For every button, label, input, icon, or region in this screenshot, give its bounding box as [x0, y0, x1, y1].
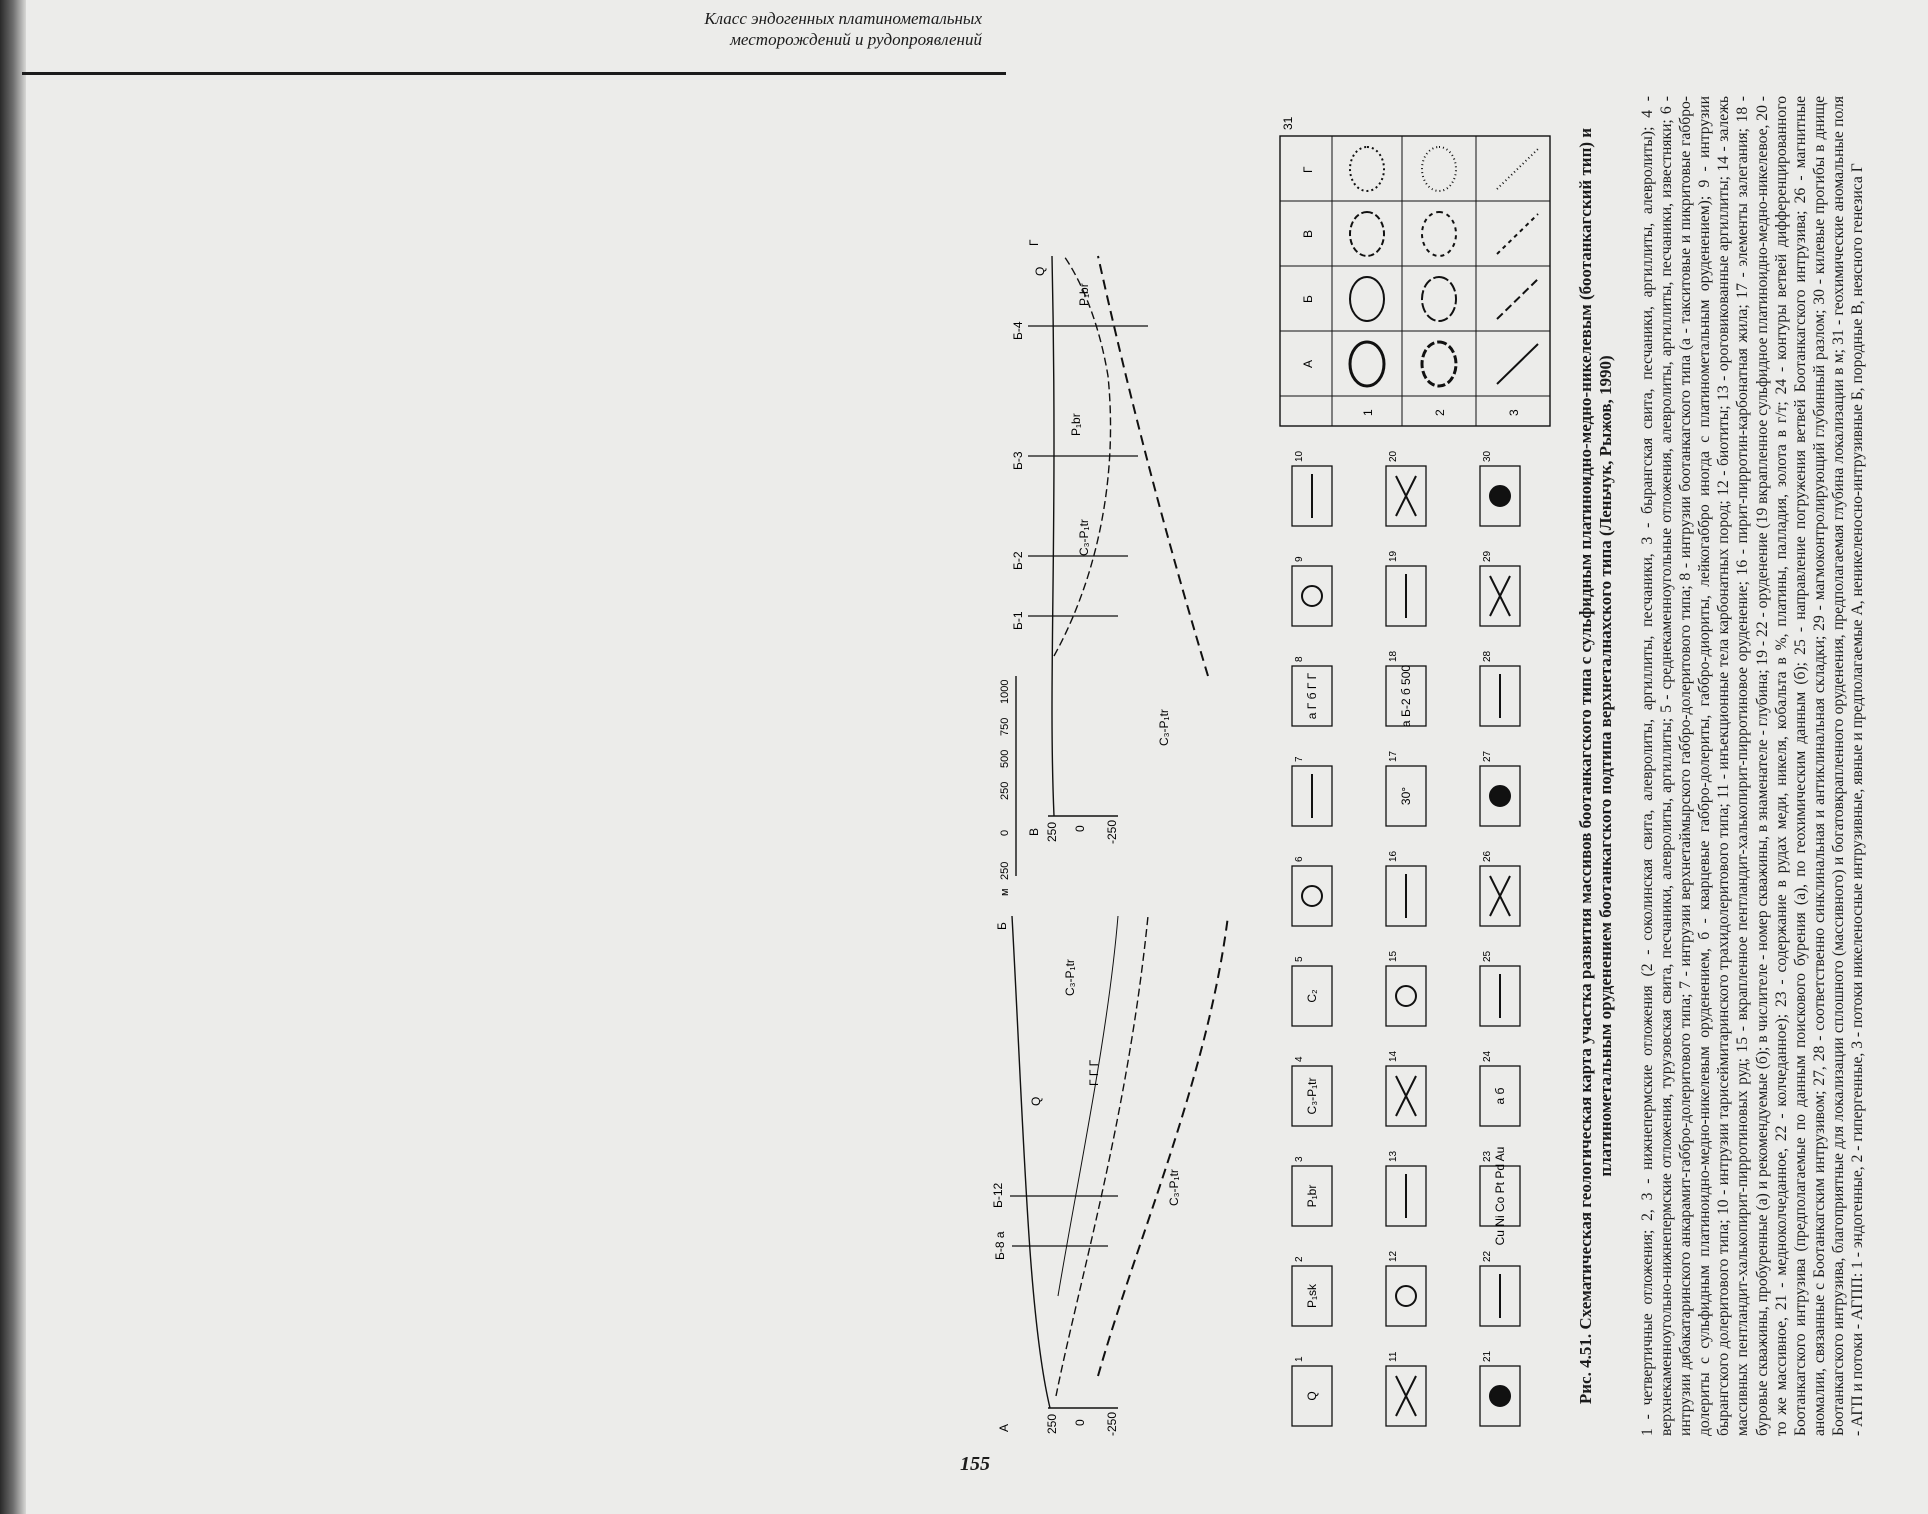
legend-number: 4: [1294, 1056, 1305, 1062]
well-label-b1: Б-1: [1011, 611, 1025, 630]
scale-bar: [999, 676, 1016, 896]
profile-end-v: В: [1027, 827, 1041, 836]
y-tick-m250-left: -250: [1105, 1411, 1119, 1436]
legend-item-22: [1480, 1250, 1520, 1326]
legend-number: 2: [1294, 1256, 1305, 1262]
legend-item-12: [1386, 1250, 1426, 1326]
y-tick-0-left: 0: [1073, 1419, 1087, 1426]
legend-item-9: [1292, 556, 1332, 626]
legend-number: 30: [1482, 450, 1493, 462]
y-tick-m250-right: -250: [1105, 819, 1119, 844]
legend-number: 17: [1388, 750, 1399, 762]
legend-number: 21: [1482, 1350, 1493, 1362]
legend-item-28: [1480, 650, 1520, 726]
legend-number: 7: [1294, 756, 1305, 762]
y-tick-250-right: 250: [1045, 821, 1059, 842]
scale-unit: м: [999, 888, 1011, 896]
legend-symbol-glyph: [1490, 576, 1510, 616]
scale-tick-1000: 1000: [999, 679, 1011, 704]
legend-number: 18: [1388, 650, 1399, 662]
running-header: [462, 8, 982, 50]
legend-symbol-label: Q: [1305, 1391, 1319, 1401]
legend-item-20: [1386, 450, 1426, 526]
legend-number: 13: [1388, 1150, 1399, 1162]
legend-number: 8: [1294, 656, 1305, 662]
legend-symbol-label: а Г б Г Г: [1305, 672, 1319, 720]
legend-item-21: [1480, 1350, 1520, 1426]
scale-tick-250a: 250: [999, 861, 1011, 880]
fault-line-right: [1098, 256, 1208, 676]
anomaly-g1: [1350, 147, 1384, 191]
unit-label-c3p1tr-left-1: С₃-P₁tr: [1167, 1169, 1181, 1206]
profile-end-g: Г: [1027, 239, 1041, 246]
legend-item-23: [1480, 1147, 1520, 1246]
legend-item-10: [1292, 450, 1332, 526]
legend-item-25: [1480, 950, 1520, 1026]
ground-surface-left: [1012, 916, 1050, 1408]
ground-surface-right: [1052, 256, 1054, 816]
y-tick-0-right: 0: [1073, 825, 1087, 832]
legend-item-7: [1292, 756, 1332, 826]
legend-symbol-glyph: [1396, 1376, 1416, 1416]
legend-number: 15: [1388, 950, 1399, 962]
unit-label-p1br-right-2: P₁br: [1077, 283, 1091, 306]
legend-symbol-box: [1386, 966, 1426, 1026]
legend-symbol-box: [1292, 866, 1332, 926]
table-31-col-b: Б: [1301, 295, 1315, 303]
legend-item-2: [1292, 1256, 1332, 1326]
running-header-line-1: Класс эндогенных платинометальных: [704, 9, 982, 28]
figure-caption: Рис. 4.51. Схематическая геологическая карта участка развития массивов боотанкагского типа с сульфидным платиноидно-медно-никелевым (боотанкагский тип) и платинометальным оруденением боотанкагского подтипа верхнеталнахского типа (Леньчук, Рыжов, 1990): [1576, 127, 1615, 1405]
anomaly-flow-g3: [1497, 149, 1538, 189]
anomaly-b2: [1422, 277, 1456, 321]
table-31-col-a: А: [1301, 359, 1315, 368]
legend-item-6: [1292, 856, 1332, 926]
y-tick-250-left: 250: [1045, 1413, 1059, 1434]
legend-symbol-label: Cu Ni Co Pt Pd Au: [1493, 1146, 1507, 1246]
fault-line-left: [1098, 916, 1228, 1376]
profile-end-b: Б: [995, 922, 1009, 930]
legend-item-27: [1480, 750, 1520, 826]
legend-symbol-box: [1386, 1266, 1426, 1326]
legend-number: 9: [1294, 556, 1305, 562]
header-rule: [22, 72, 1006, 75]
legend-item-16: [1386, 850, 1426, 926]
legend-number: 12: [1388, 1250, 1399, 1262]
legend-symbol-glyph: [1490, 486, 1510, 506]
legend-number: 19: [1388, 550, 1399, 562]
table-31-col-g: Г: [1301, 166, 1315, 173]
legend-number: 22: [1482, 1250, 1493, 1262]
legend-item-11: [1386, 1351, 1426, 1426]
unit-label-q-left: Q: [1029, 1096, 1043, 1106]
table-31-number: 31: [1281, 116, 1295, 130]
legend-number: 16: [1388, 850, 1399, 862]
anomaly-v2: [1422, 212, 1456, 256]
legend-number: 14: [1388, 1050, 1399, 1062]
legend-symbol-glyph: [1302, 586, 1322, 606]
legend-item-13: [1386, 1150, 1426, 1226]
legend-symbol-glyph: [1490, 876, 1510, 916]
unit-label-c3p1tr-right-2: С₃-P₁tr: [1077, 519, 1091, 556]
table-31-row-3: 3: [1507, 409, 1521, 416]
unit-label-c3p1tr-left-2: С₃-P₁tr: [1063, 959, 1077, 996]
legend-symbol-grid: [1272, 96, 1562, 1436]
legend-symbol-label: P₁sk: [1305, 1283, 1319, 1309]
legend-number: 3: [1294, 1156, 1305, 1162]
scale-tick-750: 750: [999, 717, 1011, 736]
profile-a-b: [991, 916, 1228, 1436]
legend-number: 1: [1294, 1356, 1305, 1362]
legend-symbol-label: P₁br: [1305, 1184, 1319, 1208]
rotated-figure-block: [988, 96, 1928, 1436]
legend-symbol-glyph: [1490, 786, 1510, 806]
anomaly-a1: [1350, 342, 1384, 386]
legend-table-31: [1280, 116, 1550, 426]
well-label-b12: Б-12: [991, 1182, 1005, 1208]
legend-number: 23: [1482, 1150, 1493, 1162]
legend-item-29: [1480, 550, 1520, 626]
well-label-b4: Б-4: [1011, 321, 1025, 340]
legend-item-24: [1480, 1050, 1520, 1126]
scale-tick-250: 250: [999, 781, 1011, 800]
legend-number: 24: [1482, 1050, 1493, 1062]
legend-symbol-label: 30°: [1399, 786, 1413, 806]
running-header-line-2: месторождений и рудопроявлений: [730, 30, 982, 49]
anomaly-v1: [1350, 212, 1384, 256]
legend-number: 28: [1482, 650, 1493, 662]
legend-number: 10: [1294, 450, 1305, 462]
profile-v-g: [1011, 239, 1208, 844]
legend-number: 5: [1294, 956, 1305, 962]
well-label-b3: Б-3: [1011, 451, 1025, 470]
legend-cells: [1292, 450, 1520, 1426]
legend-number: 25: [1482, 950, 1493, 962]
legend-symbol-glyph: [1396, 1286, 1416, 1306]
legend-number: 6: [1294, 856, 1305, 862]
anomaly-flow-a3: [1497, 344, 1538, 384]
anomaly-a2: [1422, 342, 1456, 386]
legend-symbol-glyph: [1302, 886, 1322, 906]
legend-symbol-label: а Б-2 б 500: [1399, 664, 1413, 728]
legend-item-19: [1386, 550, 1426, 626]
legend-explanation-text: 1 - четвертичные отложения; 2, 3 - нижнепермские отложения (2 - соколинская свита, алевролиты, аргиллиты, песчаники, 3 - бырангская свита, песчаники, аргиллиты, алевролиты); 4 - верхнекаменноугольно-нижнепермские отложения, турузовская свита, песчаники, алевролиты, аргиллиты; 5 - среднекаменноугольные отложения, алевролиты, аргиллиты, песчаники, известняки; 6 - интрузии дябакатаринского анкарамит-габбро-долеритового типа; 7 - интрузии верхнетаймырского габбро-долеритового типа; 8 - интрузии боотанкагского типа (а - такситовые и пикритовые габбро-долериты с сульфидным платиноидно-медно-никелевым оруденением, б - кварцевые габбро-долериты, габбро-диориты, лейкогаббро иногда с платинометальным оруденением); 9 - интрузии бырангского долеритового типа; 10 - интрузии тарисеймитаринского трахидолеритового типа; 11 - инъекционные тела карбонатных пород; 12 - биотиты; 13 - ороговикованные аргиллиты; 14 - залежь массивных пентландит-халькопирит-пирротиновых руд; 15 - вкрапленное пентландит-халькопирит-пирротиновое оруденение; 16 - пирит-пирротин-карбонатная жила; 17 - элементы залегания; 18 - буровые скважины, пробуренные (а) и рекомендуемые (б); в числителе - номер скважины, в знаменателе - глубина; 19 - 22 - оруденение (19 вкрапленное сульфидное платиноидно-медно-никелевое, 20 - то же массивное, 21 - медноколчеданное, 22 - колчеданное); 23 - содержание в рудах меди, никеля, кобальта в %, платины, палладия, золота в г/т; 24 - контуры ветвей дифференцированного Боотанкагского интрузива (предполагаемые по данным поискового бурения (а), по геохимическим данным (б); 25 - направление погружения ветвей Боотанкагского интрузива; 26 - магнитные аномалии, связанные с Боотанкагским интрузивом; 27, 28 - соответственно синклинальная и антиклинальная складки; 29 - магмоконтролирующий глубинный разлом; 30 - килевые прогибы в днище Боотанкагского интрузива, благоприятные для локализации сплошного (массивного) и богатовкрапленного оруденения, предполагаемая глубина локализации в м; 31 - геохимические аномальные поля - АГП и потоки - АГПП: 1 - эндогенные, 2 - гипергенные, 3 - потоки никеленосные интрузивные, явные и предполагаемые А, неникеленосно-интрузивные Б, породные В, неясного генезиса Г: [1639, 96, 1867, 1436]
profile-end-a: А: [997, 1423, 1011, 1432]
unit-label-q-right: Q: [1033, 266, 1047, 276]
legend-number: 29: [1482, 550, 1493, 562]
legend-item-30: [1480, 450, 1520, 526]
table-31-row-1: 1: [1361, 409, 1375, 416]
legend-item-15: [1386, 950, 1426, 1026]
anomaly-flow-b3: [1497, 279, 1538, 319]
legend-symbol-label: С₂: [1305, 989, 1319, 1003]
legend-symbol-label: С₃-P₁tr: [1305, 1077, 1319, 1115]
legend-item-1: [1292, 1356, 1332, 1426]
table-31-frame: [1280, 136, 1550, 426]
legend-item-17: [1386, 750, 1426, 826]
legend-symbol-glyph: [1396, 986, 1416, 1006]
legend-item-18: [1386, 650, 1426, 727]
page-number: 155: [960, 1453, 990, 1475]
legend-symbol-glyph: [1396, 1076, 1416, 1116]
legend-item-14: [1386, 1050, 1426, 1126]
unit-label-c3p1tr-right-1: С₃-P₁tr: [1157, 709, 1171, 746]
anomaly-b1: [1350, 277, 1384, 321]
table-31-row-2: 2: [1433, 409, 1447, 416]
legend-symbol-label: а б: [1493, 1087, 1507, 1105]
legend-item-8: [1292, 656, 1332, 726]
anomaly-flow-v3: [1497, 214, 1538, 254]
legend-symbol-box: [1292, 566, 1332, 626]
legend-symbol-glyph: [1490, 1386, 1510, 1406]
legend-symbol-glyph: [1396, 476, 1416, 516]
legend-number: 26: [1482, 850, 1493, 862]
legend-item-4: [1292, 1056, 1332, 1126]
legend-number: 27: [1482, 750, 1493, 762]
unit-label-p1br-right-1: P₁br: [1069, 413, 1083, 436]
legend-item-26: [1480, 850, 1520, 926]
legend-number: 20: [1388, 450, 1399, 462]
legend-number: 11: [1388, 1351, 1399, 1362]
legend-item-5: [1292, 956, 1332, 1026]
unit-label-gabbro-left: Г Г Г: [1087, 1059, 1101, 1086]
table-31-col-v: В: [1301, 229, 1315, 238]
cross-section-profiles: [988, 96, 1258, 1436]
book-spine-shadow: [0, 0, 26, 1514]
anomaly-g2: [1422, 147, 1456, 191]
well-label-b2: Б-2: [1011, 551, 1025, 570]
scale-tick-500: 500: [999, 749, 1011, 768]
scale-tick-0: 0: [999, 829, 1011, 836]
well-label-b8a: Б-8 а: [993, 1231, 1007, 1260]
legend-item-3: [1292, 1156, 1332, 1226]
